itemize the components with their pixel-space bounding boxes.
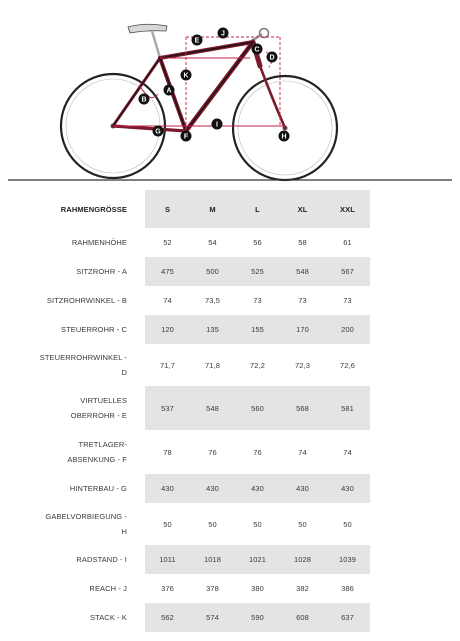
svg-text:K: K — [183, 72, 189, 80]
table-row — [28, 545, 370, 574]
value-cell: 61 — [343, 238, 352, 247]
row-label — [28, 228, 145, 257]
row-label-line: ABSENKUNG - F — [67, 455, 127, 464]
value-cell: 58 — [298, 238, 307, 247]
row-label-line: D — [121, 368, 127, 377]
value-cell: 120 — [145, 315, 190, 344]
row-label-line: HINTERBAU - G — [69, 484, 127, 493]
value-cell: 567 — [325, 257, 370, 286]
value-cell: 73 — [343, 296, 352, 305]
value-cell: 581 — [325, 386, 370, 430]
value-cell: 155 — [235, 315, 280, 344]
value-cell: 525 — [235, 257, 280, 286]
value-cell: 430 — [190, 474, 235, 503]
row-label — [28, 344, 145, 386]
value-cell: 74 — [163, 296, 172, 305]
value-cell: 50 — [253, 519, 262, 529]
value-cell: 76 — [253, 447, 262, 457]
value-cell: 50 — [163, 519, 172, 529]
marker-j — [218, 28, 229, 39]
marker-h — [279, 131, 290, 142]
size-header: L — [235, 190, 280, 228]
row-label — [28, 503, 145, 545]
marker-c — [252, 44, 263, 55]
value-cell: 54 — [208, 238, 217, 247]
value-cell: 430 — [235, 474, 280, 503]
row-label — [28, 603, 145, 632]
value-cell: 73 — [253, 296, 262, 305]
value-cell: 382 — [296, 584, 309, 593]
table-row — [28, 315, 370, 344]
value-cell: 50 — [208, 519, 217, 529]
row-label-line: STEUERROHRWINKEL - — [39, 353, 127, 362]
value-cell: 78 — [163, 447, 172, 457]
svg-text:F: F — [183, 133, 189, 141]
svg-text:C: C — [254, 46, 260, 54]
table-row — [28, 603, 370, 632]
row-label — [28, 574, 145, 603]
value-cell: 50 — [343, 519, 352, 529]
value-cell: 73,5 — [205, 296, 220, 305]
value-cell: 1011 — [145, 545, 190, 574]
table-row — [28, 257, 370, 286]
value-cell: 562 — [145, 603, 190, 632]
svg-text:G: G — [155, 128, 161, 136]
marker-k — [181, 70, 192, 81]
value-cell: 1028 — [280, 545, 325, 574]
marker-f — [181, 131, 192, 142]
table-row — [28, 503, 370, 545]
size-header: M — [190, 190, 235, 228]
table-row — [28, 228, 370, 257]
value-cell: 1021 — [235, 545, 280, 574]
value-cell: 500 — [190, 257, 235, 286]
row-label-line: TRETLAGER- — [78, 440, 127, 449]
value-cell: 548 — [280, 257, 325, 286]
value-cell: 430 — [280, 474, 325, 503]
row-label-line: RADSTAND - I — [76, 555, 127, 564]
table-header-row — [28, 190, 370, 228]
table-row — [28, 574, 370, 603]
svg-text:B: B — [141, 96, 147, 104]
value-cell: 637 — [325, 603, 370, 632]
row-label — [28, 474, 145, 503]
svg-text:A: A — [166, 87, 172, 95]
value-cell: 71,8 — [205, 360, 220, 370]
value-cell: 74 — [343, 447, 352, 457]
header-label: RAHMENGRÖSSE — [60, 204, 127, 214]
value-cell: 1018 — [190, 545, 235, 574]
marker-i — [212, 119, 223, 130]
table-row — [28, 286, 370, 315]
size-header: S — [145, 190, 190, 228]
svg-text:I: I — [216, 121, 218, 129]
saddle — [128, 24, 167, 33]
handlebar — [260, 29, 269, 38]
svg-text:H: H — [281, 133, 287, 141]
table-row — [28, 474, 370, 503]
value-cell: 71,7 — [160, 360, 175, 370]
svg-text:E: E — [194, 37, 200, 45]
svg-text:D: D — [269, 54, 275, 62]
row-label-line: GABELVORBIEGUNG - — [45, 512, 127, 521]
row-label — [28, 257, 145, 286]
row-label — [28, 430, 145, 474]
row-label — [28, 315, 145, 344]
value-cell: 574 — [190, 603, 235, 632]
row-label-line: H — [121, 527, 127, 536]
value-cell: 430 — [145, 474, 190, 503]
value-cell: 72,3 — [295, 360, 310, 370]
marker-a — [164, 85, 175, 96]
value-cell: 537 — [145, 386, 190, 430]
value-cell: 560 — [235, 386, 280, 430]
size-header: XL — [280, 190, 325, 228]
row-label — [28, 386, 145, 430]
value-cell: 386 — [341, 584, 354, 593]
row-label-line: STEUERROHR - C — [61, 325, 127, 334]
value-cell: 568 — [280, 386, 325, 430]
value-cell: 475 — [145, 257, 190, 286]
row-label-line: VIRTUELLES — [80, 396, 127, 405]
value-cell: 170 — [280, 315, 325, 344]
row-label-line: RAHMENHÖHE — [71, 238, 127, 247]
bike-frame — [113, 42, 285, 131]
value-cell: 135 — [190, 315, 235, 344]
value-cell: 590 — [235, 603, 280, 632]
geometry-table — [28, 190, 370, 632]
row-label-line: STACK - K — [89, 613, 127, 622]
marker-b — [139, 94, 150, 105]
value-cell: 76 — [208, 447, 217, 457]
value-cell: 200 — [325, 315, 370, 344]
value-cell: 50 — [298, 519, 307, 529]
value-cell: 73 — [298, 296, 307, 305]
row-label — [28, 286, 145, 315]
value-cell: 430 — [325, 474, 370, 503]
row-label — [28, 545, 145, 574]
marker-g — [153, 126, 164, 137]
value-cell: 1039 — [325, 545, 370, 574]
row-label-line: REACH - J — [89, 584, 127, 593]
value-cell: 56 — [253, 238, 262, 247]
row-label-line: OBERROHR - E — [70, 411, 127, 420]
value-cell: 608 — [280, 603, 325, 632]
table-row — [28, 344, 370, 386]
row-label-line: SITZROHR - A — [76, 267, 127, 276]
value-cell: 72,6 — [340, 360, 355, 370]
svg-text:J: J — [221, 30, 225, 38]
bike-geometry-diagram — [0, 0, 460, 185]
value-cell: 548 — [190, 386, 235, 430]
marker-d — [267, 52, 278, 63]
value-cell: 376 — [161, 584, 174, 593]
value-cell: 72,2 — [250, 360, 265, 370]
value-cell: 378 — [206, 584, 219, 593]
table-row — [28, 386, 370, 430]
seatpost — [152, 31, 160, 58]
value-cell: 74 — [298, 447, 307, 457]
value-cell: 52 — [163, 238, 172, 247]
row-label-line: SITZROHRWINKEL - B — [46, 296, 127, 305]
value-cell: 380 — [251, 584, 264, 593]
size-header: XXL — [325, 190, 370, 228]
marker-e — [192, 35, 203, 46]
table-row — [28, 430, 370, 474]
